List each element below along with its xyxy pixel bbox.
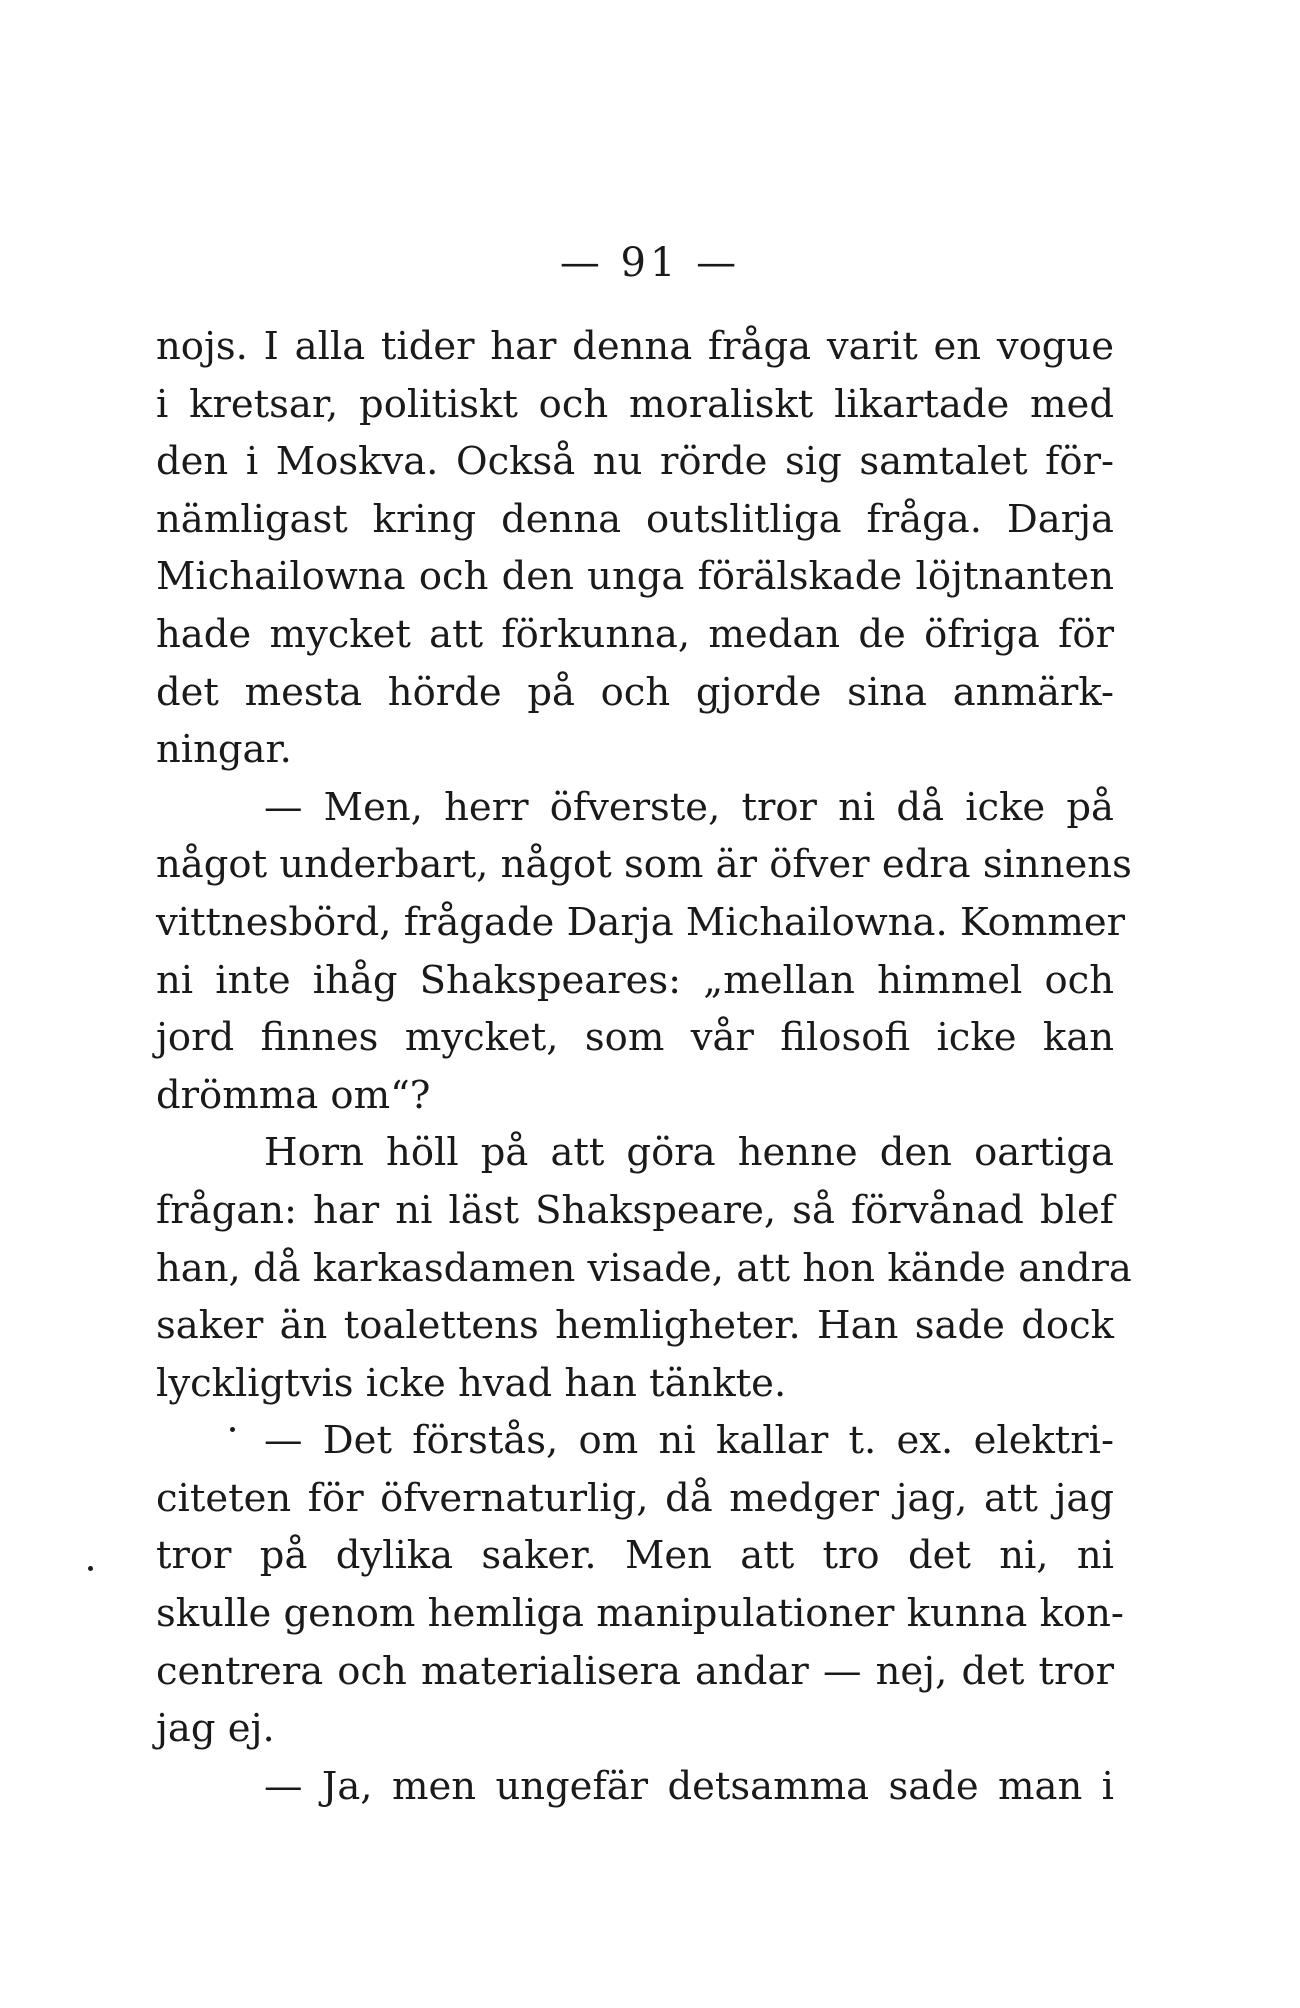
text-line: jord finnes mycket, som vår filosofi icke kan — [156, 1015, 1114, 1061]
text-line: något underbart, något som är öfver edra sinnens — [156, 842, 1132, 888]
text-line: han, då karkasdamen visade, att hon kände andra — [156, 1245, 1132, 1291]
text-line: vittnesbörd, frågade Darja Michailowna. Kommer — [156, 899, 1126, 945]
text-line: Michailowna och den unga förälskade löjtnanten — [156, 554, 1114, 600]
text-line: ni inte ihåg Shakspeares: „mellan himmel och — [156, 957, 1114, 1003]
text-line: — Ja, men ungefär detsamma sade man i — [264, 1763, 1114, 1809]
body-text — [156, 318, 1132, 1815]
text-line: drömma om“? — [156, 1072, 431, 1118]
text-line: — Men, herr öfverste, tror ni då icke på — [264, 784, 1114, 830]
text-line: i kretsar, politiskt och moraliskt likartade med — [156, 381, 1114, 427]
print-speck — [88, 1566, 93, 1571]
text-line: den i Moskva. Också nu rörde sig samtalet för- — [156, 439, 1114, 485]
page-number: — 91 — — [559, 240, 741, 286]
text-line: nämligast kring denna outslitliga fråga. Darja — [156, 496, 1114, 542]
text-line: det mesta hörde på och gjorde sina anmärk- — [156, 669, 1114, 715]
text-line: tror på dylika saker. Men att tro det ni, ni — [156, 1533, 1114, 1579]
text-line: Horn höll på att göra henne den oartiga — [264, 1130, 1114, 1176]
text-line: jag ej. — [156, 1706, 275, 1752]
text-line: skulle genom hemliga manipulationer kunna kon- — [156, 1591, 1124, 1637]
text-line: ningar. — [156, 727, 292, 773]
text-line: centrera och materialisera andar — nej, det tror — [156, 1648, 1114, 1694]
text-line: — Det förstås, om ni kallar t. ex. elektri- — [264, 1418, 1114, 1464]
text-line: saker än toalettens hemligheter. Han sade dock — [156, 1303, 1114, 1349]
text-line: hade mycket att förkunna, medan de öfriga för — [156, 611, 1114, 657]
text-line: frågan: har ni läst Shakspeare, så förvånad blef — [156, 1187, 1114, 1233]
print-speck — [230, 1427, 235, 1432]
text-line: nojs. I alla tider har denna fråga varit en vogue — [156, 324, 1114, 369]
text-line: lyckligtvis icke hvad han tänkte. — [156, 1360, 787, 1406]
text-line: citeten för öfvernaturlig, då medger jag, att jag — [156, 1475, 1114, 1521]
